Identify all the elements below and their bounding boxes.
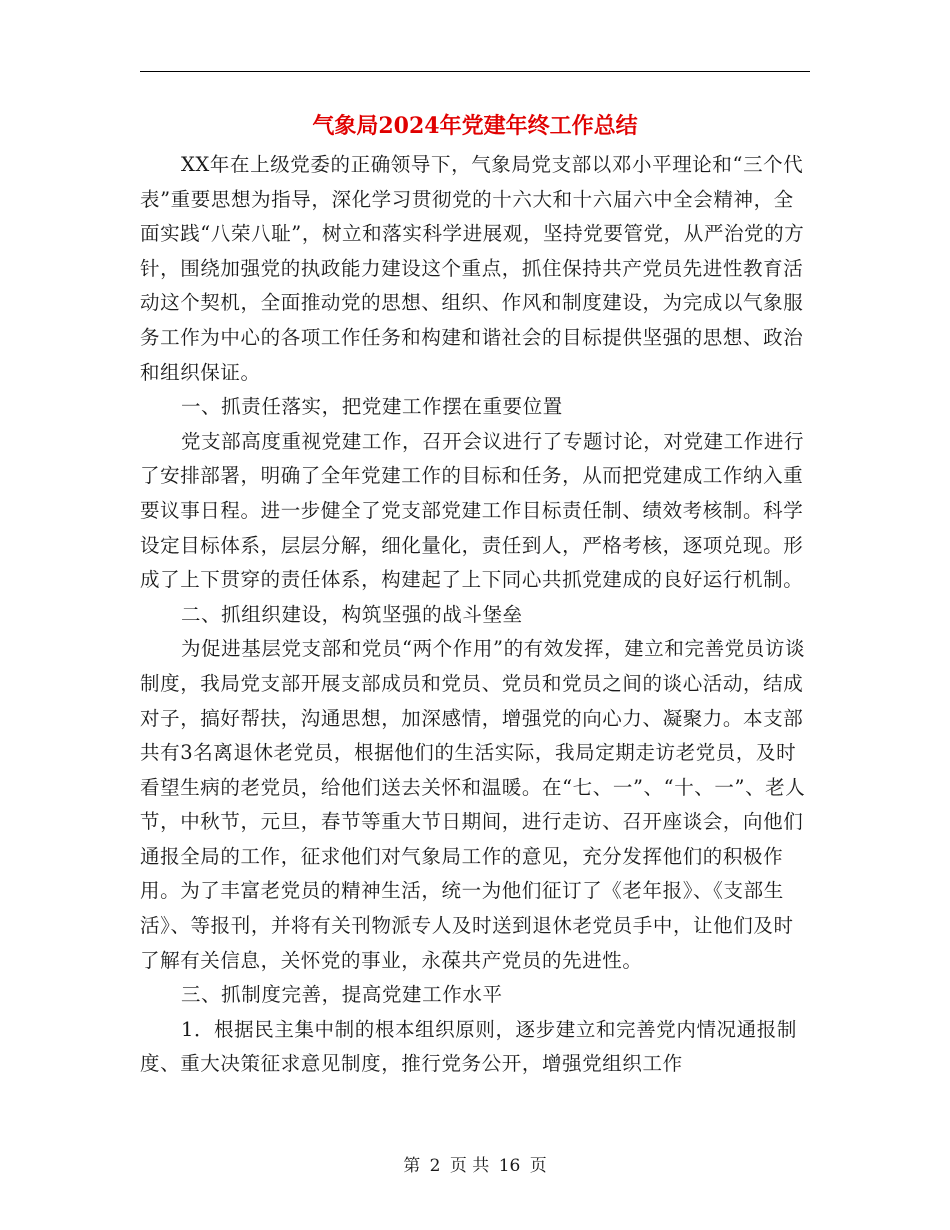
body-paragraph: 1．根据民主集中制的根本组织原则，逐步建立和完善党内情况通报制度、重大决策征求意见制度，推行党务公开，增强党组织工作 bbox=[140, 1017, 797, 1076]
footer-middle: 页 共 bbox=[449, 1156, 490, 1176]
footer-prefix: 第 bbox=[403, 1156, 421, 1176]
body-paragraph: 为促进基层党支部和党员“两个作用”的有效发挥，建立和完善党员访谈制度，我局党支部开展支部成员和党员、党员和党员之间的谈心活动，结成对子，搞好帮扶，沟通思想，加深感情，增强党的向心力、凝聚力。本支部共有3名离退休老党员，根据他们的生活实际，我局定期走访老党员，及时看望生病的老党员，给他们送去关怀和温暖。在“七、一”、“十、一”、老人节，中秋节，元旦，春节等重大节日期间，进行走访、召开座谈会，向他们通报全局的工作，征求他们对气象局工作的意见，充分发挥他们的积极作用。为了丰富老党员的精神生活，统一为他们征订了《老年报》、《支部生活》、等报刊，并将有关刊物派专人及时送到退休老党员手中，让他们及时了解有关信息，关怀党的事业，永葆共产党员的先进性。 bbox=[140, 637, 806, 972]
section-heading: 二、抓组织建设，构筑坚强的战斗堡垒 bbox=[180, 602, 523, 626]
document-title: 气象局2024年党建年终工作总结 bbox=[312, 113, 638, 139]
header-rule bbox=[140, 71, 810, 72]
footer-suffix: 页 bbox=[529, 1156, 547, 1176]
document-body bbox=[140, 148, 812, 1082]
section-heading: 一、抓责任落实，把党建工作摆在重要位置 bbox=[180, 395, 563, 419]
footer-total-pages: 16 bbox=[498, 1156, 521, 1176]
footer-current-page: 2 bbox=[429, 1156, 441, 1176]
body-paragraph: 党支部高度重视党建工作，召开会议进行了专题讨论，对党建工作进行了安排部署，明确了全年党建工作的目标和任务，从而把党建成工作纳入重要议事日程。进一步健全了党支部党建工作目标责任制、绩效考核制。科学设定目标体系，层层分解，细化量化，责任到人，严格考核，逐项兑现。形成了上下贯穿的责任体系，构建起了上下同心共抓党建成的良好运行机制。 bbox=[140, 429, 805, 592]
page-footer bbox=[0, 1154, 950, 1178]
body-paragraph: XX年在上级党委的正确领导下，气象局党支部以邓小平理论和“三个代表”重要思想为指导，深化学习贯彻党的十六大和十六届六中全会精神，全面实践“八荣八耻”，树立和落实科学进展观，坚持党要管党，从严治党的方针，围绕加强党的执政能力建设这个重点，抓住保持共产党员先进性教育活动这个契机，全面推动党的思想、组织、作风和制度建设，为完成以气象服务工作为中心的各项工作任务和构建和谐社会的目标提供坚强的思想、政治和组织保证。 bbox=[140, 153, 805, 384]
section-heading: 三、抓制度完善，提高党建工作水平 bbox=[180, 983, 503, 1007]
